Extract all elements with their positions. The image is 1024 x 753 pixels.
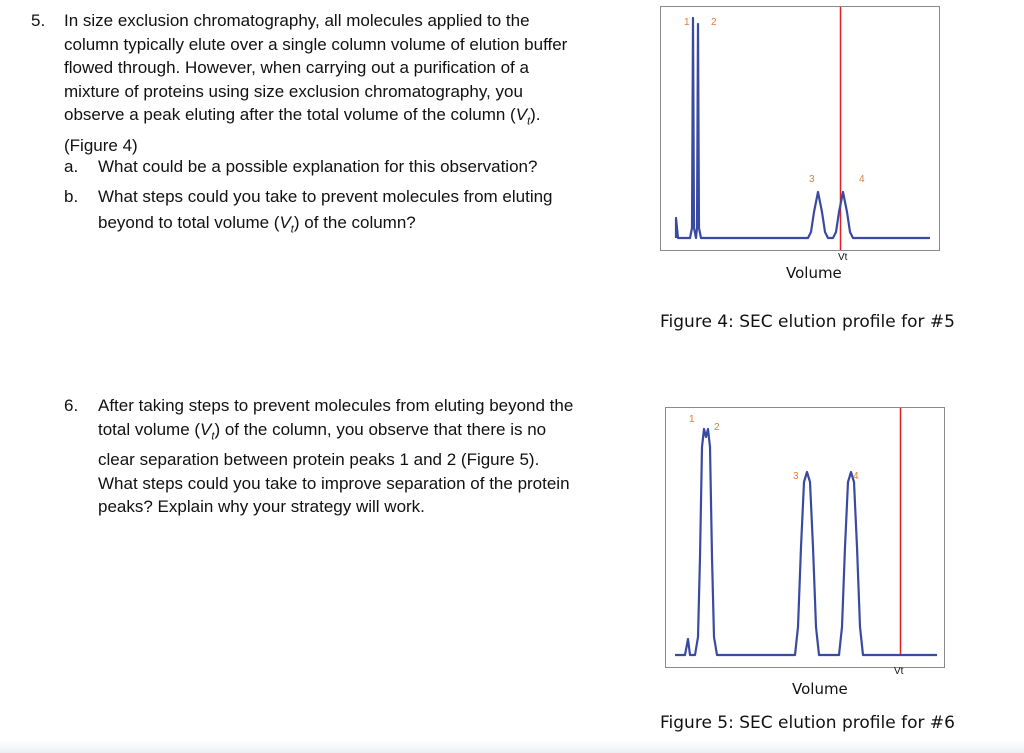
question-5a <box>64 154 624 180</box>
peak-label-4: 4 <box>853 471 859 482</box>
figure-4-xlabel: Volume <box>786 264 842 282</box>
figure-4-vt-label: Vt <box>838 252 848 263</box>
question-number: 6. <box>64 396 79 415</box>
page-bottom-edge <box>0 741 1024 753</box>
q5-line: In size exclusion chromatography, all molecules applied to the <box>64 11 530 30</box>
peak-label-2: 2 <box>711 17 717 28</box>
sub-label: b. <box>64 187 79 206</box>
sub-text: What could be a possible explanation for this observation? <box>98 157 538 176</box>
question-5-text <box>64 9 634 157</box>
figure-frame <box>661 7 940 251</box>
q5-line: flowed through. However, when carrying out a purification of a <box>64 58 529 77</box>
figure-4-chart <box>660 6 942 256</box>
elution-trace <box>675 429 937 655</box>
peak-label-3: 3 <box>809 174 815 185</box>
figure-4-caption: Figure 4: SEC elution profile for #5 <box>660 312 955 332</box>
question-6 <box>64 394 634 517</box>
figure-frame <box>666 408 945 668</box>
peak-label-1: 1 <box>689 414 695 425</box>
figure-5-xlabel: Volume <box>792 680 848 698</box>
question-5 <box>31 9 631 155</box>
sub-text: What steps could you take to prevent molecules from eluting beyond to total volume $(V_t)$ of the column? <box>98 187 553 236</box>
figure-5-caption: Figure 5: SEC elution profile for #6 <box>660 713 955 733</box>
figure-5-chart <box>665 407 947 669</box>
q5-line: column typically elute over a single column volume of elution buffer <box>64 34 568 54</box>
q5-line: mixture of proteins using size exclusion chromatography, you <box>64 81 523 101</box>
peak-label-2: 2 <box>714 422 720 433</box>
peak-label-3: 3 <box>793 471 799 482</box>
sub-label: a. <box>64 157 79 176</box>
elution-trace <box>676 18 930 238</box>
question-number: 5. <box>31 11 46 30</box>
peak-label-1: 1 <box>684 17 690 28</box>
q5-line: observe a peak eluting after the total volume of the column $(V_t)$. <box>64 105 541 128</box>
figure-5-vt-label: Vt <box>894 666 904 677</box>
peak-label-4: 4 <box>859 174 865 185</box>
question-5b <box>64 184 624 236</box>
question-6-text: After taking steps to prevent molecules from eluting beyond the total volume $(V_t)$ of the column, you observe that there is no clear separation between protein peaks 1 and 2 (Figure 5). What steps could you take to improve separation of the protein peaks? Explain why your strategy will work. <box>98 396 574 517</box>
q5-line: (Figure 4) <box>64 135 138 155</box>
